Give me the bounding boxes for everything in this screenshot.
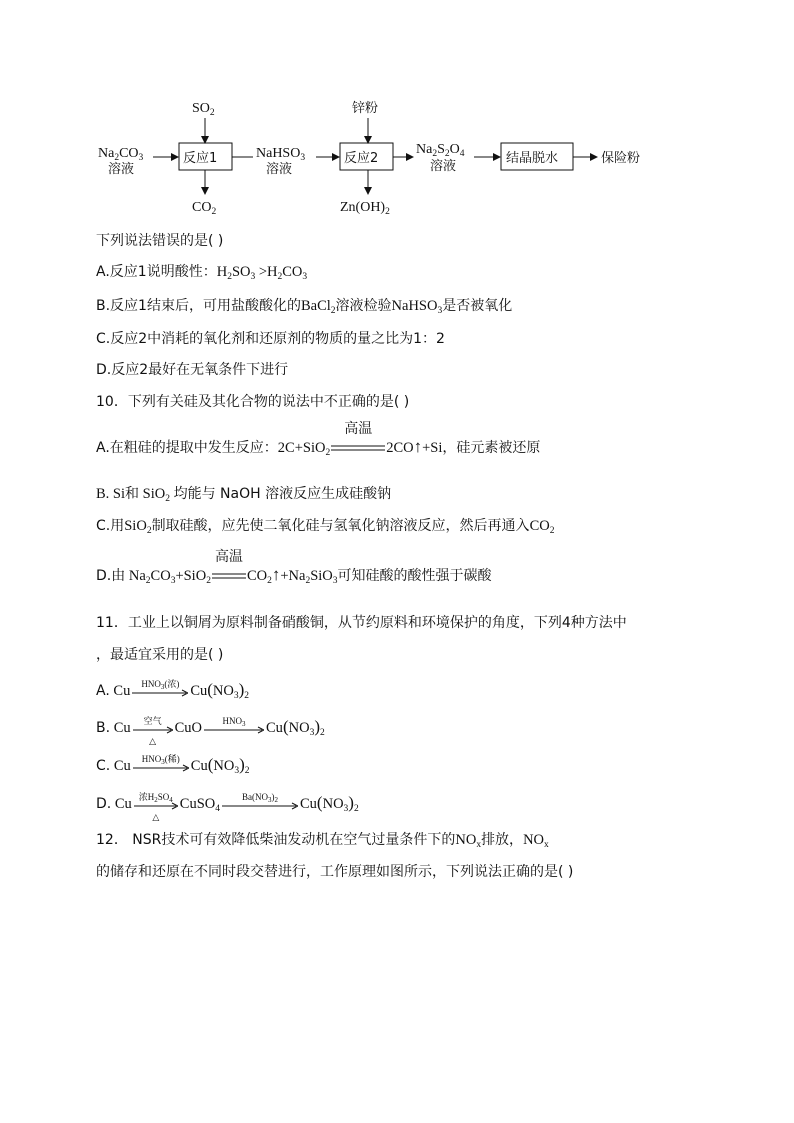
q10-option-d: D.由 $Na_2CO_3+SiO_2$ 高温 $CO_2↑+Na_2SiO_3$可知硅酸的酸性强于碳酸 — [96, 549, 492, 586]
crystallize-label: 结晶脱水 — [506, 151, 559, 166]
q11-option-c: C. Cu $HNO_3$(稀) $Cu(NO_3)_2$ — [96, 754, 250, 776]
q11-stem-line2: ，最适宜采用的是( ) — [96, 647, 224, 663]
reaction1-label: 反应1 — [183, 151, 218, 166]
start-formula: $Na_2CO_3$ — [98, 146, 144, 163]
reaction-arrow-hno3: $HNO_3$ — [204, 726, 264, 734]
high-temp-equals-d: 高温 — [214, 549, 243, 565]
mid-formula: NaHSO$_3$ — [256, 146, 306, 163]
zinc-input: 锌粉 — [352, 101, 379, 116]
reaction-arrow-h2so4: 浓$H_2SO_4$ △ — [134, 802, 178, 810]
q10-stem: 10．下列有关硅及其化合物的说法中不正确的是( ) — [96, 394, 410, 410]
reaction2-label: 反应2 — [344, 151, 379, 166]
so2-input: $SO_2$ — [192, 101, 215, 118]
na2s2o4-solution: 溶液 — [430, 159, 457, 174]
na2s2o4-formula: $Na_2S_2O_4$ — [416, 142, 465, 159]
reaction-arrow-dilute: $HNO_3$(稀) — [133, 764, 189, 772]
q9-option-a: A.反应1说明酸性：$H_2SO_3 >H_2CO_3$ — [96, 264, 308, 282]
mid-solution: 溶液 — [266, 162, 293, 177]
reaction-arrow-air: 空气 △ — [133, 726, 173, 734]
q10-option-b: B. Si和 SiO$_2$ 均能与 NaOH 溶液反应生成硅酸钠 — [96, 486, 392, 504]
high-temp-equals: 高温 — [344, 421, 373, 437]
q11-option-d: D. Cu 浓$H_2SO_4$ △ CuSO$_4$ $Ba(NO_3)_2$ $Cu(NO_3)_2$ — [96, 792, 359, 822]
q12-line2: 的储存和还原在不同时段交替进行，工作原理如图所示，下列说法正确的是( ) — [96, 864, 574, 880]
q9-stem: 下列说法错误的是( ) — [96, 233, 224, 249]
start-solution: 溶液 — [108, 162, 135, 177]
reaction-arrow: $HNO_3$(浓) — [132, 689, 188, 697]
q12-line1: 12． NSR技术可有效降低柴油发动机在空气过量条件下的$NO_x$排放，$NO_x$ — [96, 832, 549, 850]
q9-option-b: B.反应1结束后，可用盐酸酸化的BaCl$_2$溶液检验NaHSO$_3$是否被氧化 — [96, 298, 513, 316]
q9-option-c: C.反应2中消耗的氧化剂和还原剂的物质的量之比为1：2 — [96, 331, 445, 347]
znoh-output: $Zn(OH)_2$ — [340, 200, 390, 217]
process-flowchart — [0, 0, 794, 225]
q11-stem-line1: 11．工业上以铜屑为原料制备硝酸铜，从节约原料和环境保护的角度，下列4种方法中 — [96, 615, 627, 631]
q9-option-d: D.反应2最好在无氧条件下进行 — [96, 362, 289, 378]
co2-output: $CO_2$ — [192, 200, 217, 217]
reaction-arrow-bano3: $Ba(NO_3)_2$ — [222, 802, 298, 810]
q11-option-b: B. Cu 空气 △ CuO $HNO_3$ $Cu(NO_3)_2$ — [96, 716, 325, 746]
product-label: 保险粉 — [601, 151, 641, 166]
q10-option-a: A.在粗硅的提取中发生反应：2C+SiO$_2$ 高温 2CO↑+Si，硅元素被还原 — [96, 421, 541, 458]
q10-option-c: C.用SiO$_2$制取硅酸，应先使二氧化硅与氢氧化钠溶液反应，然后再通入$CO_2$ — [96, 518, 555, 536]
q11-option-a: A. Cu $HNO_3$(浓) $Cu(NO_3)_2$ — [96, 679, 250, 701]
